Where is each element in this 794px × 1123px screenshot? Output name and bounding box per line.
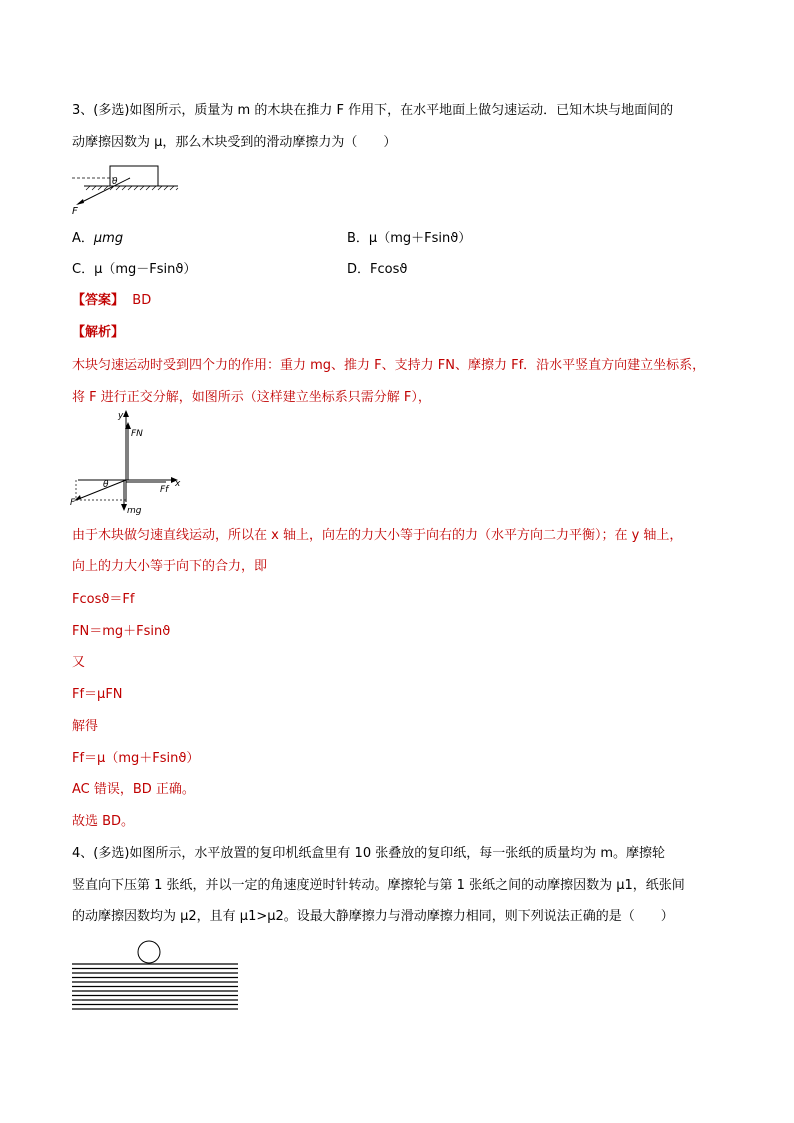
q3-stem-line1: 3、(多选)如图所示，质量为 m 的木块在推力 F 作用下，在水平地面上做匀速运动．已知木块与地面间的 <box>72 103 674 118</box>
option-c-text: μ（mg－Fsinϑ） <box>94 262 197 277</box>
ground-hatch <box>86 186 178 190</box>
q3-stem-line2: 动摩擦因数为 μ，那么木块受到的滑动摩擦力为（ ） <box>72 135 397 150</box>
q3-block-figure <box>72 162 192 217</box>
f-axes-label: F <box>70 498 76 508</box>
equation-3: Ff＝μFN <box>72 687 123 702</box>
option-c-label: C． <box>72 262 95 277</box>
equation-2: FN＝mg＋Fsinϑ <box>72 624 171 639</box>
option-b-label: B． <box>347 231 369 246</box>
choose: 故选 BD。 <box>72 814 135 829</box>
option-b <box>347 231 471 247</box>
answer-tag: 【答案】 <box>72 293 125 308</box>
q3-axes-figure <box>68 410 188 518</box>
fn-label: FN <box>131 429 143 439</box>
ff-label: Ff <box>160 485 169 495</box>
analysis-line3: 由于木块做匀速直线运动，所以在 x 轴上，向左的力大小等于向右的力（水平方向二力平衡）；在 y 轴上， <box>72 528 683 543</box>
option-c <box>72 262 196 278</box>
option-a-label: A． <box>72 231 94 246</box>
axis-x-label: x <box>175 479 181 489</box>
option-d-text: Fcosϑ <box>370 262 408 277</box>
answer-value: BD <box>132 293 152 308</box>
you-text: 又 <box>72 655 86 670</box>
option-b-text: μ（mg＋Fsinϑ） <box>368 231 472 246</box>
conclusion: AC 错误，BD 正确。 <box>72 782 195 797</box>
mg-label: mg <box>127 506 142 516</box>
equation-1: Fcosϑ＝Ff <box>72 592 135 607</box>
option-a <box>72 231 123 247</box>
q4-paper-stack-figure <box>72 938 242 1013</box>
answer-row <box>72 293 151 309</box>
analysis-tag: 【解析】 <box>72 325 125 340</box>
jiede-text: 解得 <box>72 719 99 734</box>
analysis-line1: 木块匀速运动时受到四个力的作用：重力 mg、推力 F、支持力 FN、摩擦力 Ff．沿水平竖直方向建立坐标系， <box>72 358 706 373</box>
axis-y-label: y <box>118 411 124 421</box>
analysis-line2: 将 F 进行正交分解，如图所示（这样建立坐标系只需分解 F）， <box>72 390 431 405</box>
theta-axes-label: θ <box>103 480 109 490</box>
theta-label: θ <box>112 177 118 187</box>
option-d-label: D． <box>347 262 371 277</box>
option-d <box>347 262 407 278</box>
q4-stem-line1: 4、(多选)如图所示，水平放置的复印机纸盒里有 10 张叠放的复印纸，每一张纸的质量均为 m。摩擦轮 <box>72 846 666 861</box>
force-arrow <box>78 178 130 204</box>
analysis-line4: 向上的力大小等于向下的合力，即 <box>72 559 268 574</box>
f-arrow <box>76 480 126 500</box>
friction-wheel <box>138 941 160 963</box>
force-label: F <box>72 206 78 217</box>
q4-stem-line3: 的动摩擦因数均为 μ2，且有 μ1>μ2。设最大静摩擦力与滑动摩擦力相同，则下列说法正确的是（ ） <box>72 909 674 924</box>
equation-4: Ff＝μ（mg＋Fsinϑ） <box>72 751 200 766</box>
paper-sheets <box>72 964 238 1009</box>
option-a-text: μmg <box>93 231 124 246</box>
q4-stem-line2: 竖直向下压第 1 张纸，并以一定的角速度逆时针转动。摩擦轮与第 1 张纸之间的动摩擦因数为 μ1，纸张间 <box>72 878 685 893</box>
